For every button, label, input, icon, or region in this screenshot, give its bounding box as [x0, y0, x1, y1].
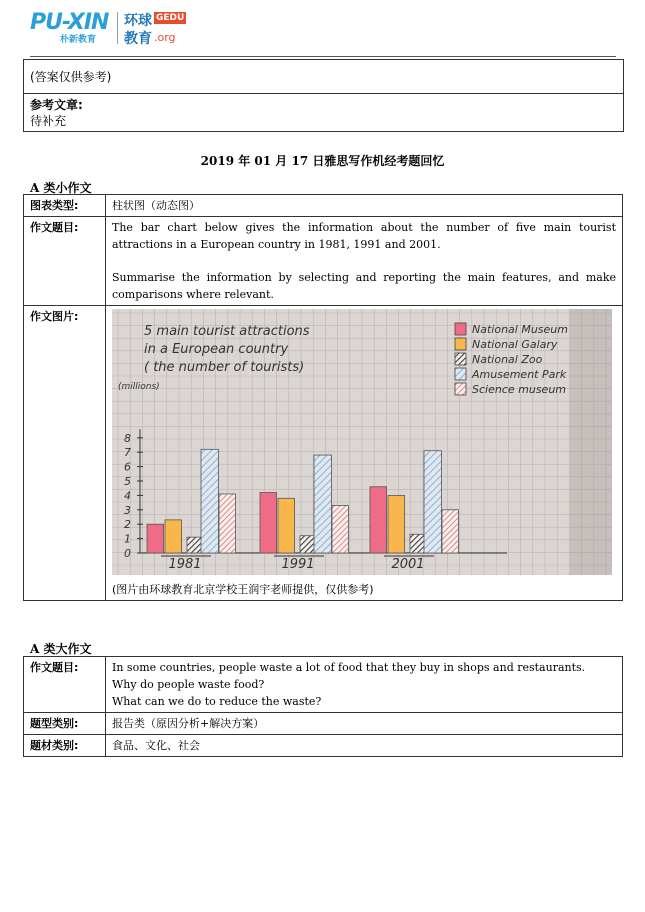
task1-image-row	[24, 306, 623, 601]
y-tick-label: 8	[124, 431, 131, 445]
header-rule	[30, 56, 616, 57]
task2-qtype-row	[24, 713, 623, 735]
task2-topic-value	[106, 657, 623, 713]
gedu-logo-org: .org	[154, 31, 176, 44]
bar	[300, 536, 315, 553]
subject-value: 食品、文化、社会	[106, 735, 623, 757]
bar-chart	[112, 309, 612, 575]
chart-caption: (图片由环球教育北京学校王润宇老师提供，仅供参考)	[112, 583, 374, 596]
reference-article-label: 参考文章:	[30, 98, 83, 112]
page-header	[30, 10, 590, 50]
bar	[260, 493, 277, 553]
topic-paragraph-1: The bar chart below gives the information about the number of five main tourist attractions in a European country in 1981, 1991 and 2001.	[112, 221, 616, 251]
image-label: 作文图片:	[24, 306, 106, 601]
legend-swatch	[455, 353, 466, 365]
topic-label: 作文题目:	[24, 217, 106, 306]
chart-photo	[112, 309, 612, 575]
qtype-value: 报告类（原因分析+解决方案）	[106, 713, 623, 735]
gedu-logo	[124, 10, 188, 46]
task2-topic-line-1: In some countries, people waste a lot of food that they buy in shops and restaurants.	[112, 661, 586, 674]
subject-label: 题材类别:	[24, 735, 106, 757]
bar	[187, 537, 202, 553]
y-tick-label: 2	[124, 518, 131, 532]
reference-article-row	[24, 94, 623, 131]
legend-swatch	[455, 383, 466, 395]
y-tick-label: 1	[124, 532, 131, 546]
gedu-logo-badge: GEDU	[156, 13, 185, 23]
y-axis-label: (millions)	[118, 382, 160, 392]
bar	[424, 451, 442, 553]
bar	[201, 449, 219, 553]
task2-heading: A 类大作文	[30, 642, 92, 656]
bar	[370, 487, 387, 553]
answer-note: (答案仅供参考)	[24, 60, 623, 94]
bar	[219, 494, 236, 553]
bar	[147, 524, 164, 553]
task2-topic-row	[24, 657, 623, 713]
gedu-logo-cn2: 教育	[124, 31, 152, 47]
y-tick-label: 4	[124, 489, 131, 503]
bar	[388, 495, 405, 553]
topic-value	[106, 217, 623, 306]
legend-label: National Zoo	[472, 353, 543, 366]
type-label: 图表类型:	[24, 195, 106, 217]
chart-title-line: ( the number of tourists)	[144, 360, 305, 375]
x-tick-label: 2001	[391, 557, 425, 572]
type-value: 柱状图（动态图）	[106, 195, 623, 217]
x-tick-label: 1991	[281, 557, 315, 572]
x-tick-label: 1981	[168, 557, 202, 572]
puxin-logo-text: PU-XIN	[30, 10, 109, 35]
bar	[442, 510, 459, 553]
legend-label: National Museum	[472, 323, 568, 336]
legend-swatch	[455, 323, 466, 335]
qtype-label: 题型类别:	[24, 713, 106, 735]
chart-title-line: in a European country	[144, 342, 289, 357]
bar	[165, 520, 182, 553]
task2-topic-line-2: Why do people waste food?	[112, 678, 265, 691]
answer-note-box	[23, 59, 624, 132]
y-tick-label: 5	[124, 475, 131, 488]
legend-label: Science museum	[472, 383, 567, 396]
puxin-logo	[30, 10, 112, 44]
legend-label: Amusement Park	[472, 368, 567, 381]
gedu-logo-cn1: 环球	[124, 13, 152, 29]
image-cell	[106, 306, 623, 601]
task2-table	[23, 656, 623, 757]
task1-type-row	[24, 195, 623, 217]
task2-topic-label: 作文题目:	[24, 657, 106, 713]
chart-title-line: 5 main tourist attractions	[144, 324, 310, 339]
puxin-logo-cn: 朴新教育	[60, 35, 97, 45]
bar	[410, 534, 425, 553]
y-tick-label: 6	[124, 460, 131, 474]
bar	[278, 498, 295, 553]
legend-swatch	[455, 338, 466, 350]
task1-topic-row	[24, 217, 623, 306]
bar	[314, 455, 332, 553]
y-tick-label: 7	[124, 446, 131, 460]
task2-subject-row	[24, 735, 623, 757]
reference-article-value: 待补充	[30, 114, 67, 128]
task1-heading: A 类小作文	[30, 181, 92, 195]
task1-table	[23, 194, 623, 601]
y-tick-label: 3	[124, 503, 131, 517]
page-title: 2019 年 01 月 17 日雅思写作机经考题回忆	[200, 154, 445, 168]
task2-topic-line-3: What can we do to reduce the waste?	[112, 695, 322, 708]
y-tick-label: 0	[124, 547, 131, 560]
legend-label: National Galary	[472, 338, 558, 351]
logo-divider	[117, 12, 118, 44]
bar	[332, 505, 349, 553]
paper-edge	[570, 309, 612, 575]
legend-swatch	[455, 368, 466, 380]
topic-paragraph-2: Summarise the information by selecting and reporting the main features, and make comparisons where relevant.	[112, 271, 616, 301]
